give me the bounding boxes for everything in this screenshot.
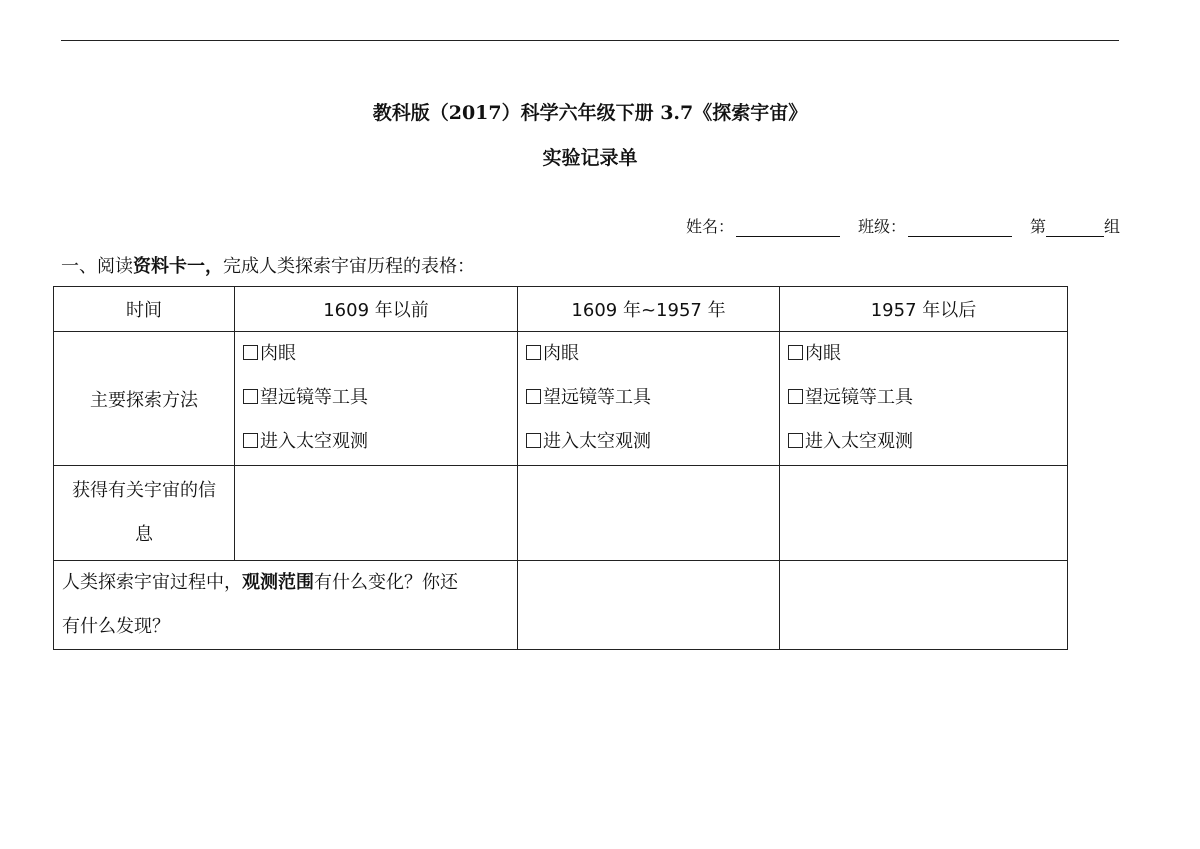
method-options-after-1957 [780, 332, 1068, 466]
name-label: 姓名： [685, 217, 734, 236]
checkbox-icon[interactable] [526, 389, 541, 404]
info-answer-after-1957[interactable] [780, 466, 1068, 561]
checkbox-icon[interactable] [243, 345, 258, 360]
header-row [54, 287, 1068, 332]
checkbox-icon[interactable] [243, 389, 258, 404]
question-answer-1[interactable] [518, 561, 780, 650]
document-subtitle: 实验记录单 [542, 147, 638, 169]
question-row [54, 561, 1068, 650]
info-answer-before-1609[interactable] [235, 466, 518, 561]
class-label: 班级： [857, 217, 906, 236]
document-title: 教科版（2017）科学六年级下册 3.7《探索宇宙》 [372, 102, 808, 124]
checkbox-icon[interactable] [526, 345, 541, 360]
question-answer-2[interactable] [780, 561, 1068, 650]
question-suffix: 有什么变化？你还 [314, 572, 458, 593]
method-row [54, 332, 1068, 466]
method-label: 主要探索方法 [54, 332, 235, 466]
checkbox-option[interactable]: 进入太空观测 [788, 420, 1067, 464]
record-table [53, 286, 1068, 650]
info-label-line2: 息 [135, 524, 153, 545]
instruction-suffix: 完成人类探索宇宙历程的表格： [223, 256, 475, 277]
instruction-bold: 资料卡一， [133, 256, 223, 277]
checkbox-option[interactable]: 进入太空观测 [526, 420, 779, 464]
info-label-line1: 获得有关宇宙的信 [72, 480, 216, 501]
info-label [54, 466, 235, 561]
class-blank[interactable] [908, 222, 1012, 237]
checkbox-option[interactable]: 进入太空观测 [243, 420, 517, 464]
checkbox-icon[interactable] [526, 433, 541, 448]
instruction-line [61, 252, 475, 278]
info-row [54, 466, 1068, 561]
checkbox-icon[interactable] [243, 433, 258, 448]
col-header-1609-1957: 1609 年~1957 年 [518, 287, 780, 332]
checkbox-icon[interactable] [788, 433, 803, 448]
checkbox-option[interactable]: 肉眼 [243, 332, 517, 376]
col-header-time: 时间 [54, 287, 235, 332]
checkbox-option[interactable]: 肉眼 [788, 332, 1067, 376]
checkbox-option[interactable]: 望远镜等工具 [243, 376, 517, 420]
student-info-line [670, 214, 1120, 237]
group-blank[interactable] [1046, 222, 1104, 237]
question-prefix: 人类探索宇宙过程中， [62, 572, 242, 593]
checkbox-icon[interactable] [788, 389, 803, 404]
col-header-after-1957: 1957 年以后 [780, 287, 1068, 332]
question-bold: 观测范围 [242, 572, 314, 593]
question-line2: 有什么发现？ [62, 616, 170, 637]
name-blank[interactable] [736, 222, 840, 237]
top-rule [61, 40, 1119, 41]
method-options-1609-1957 [518, 332, 780, 466]
group-prefix: 第 [1029, 217, 1046, 236]
method-options-before-1609 [235, 332, 518, 466]
checkbox-option[interactable]: 望远镜等工具 [788, 376, 1067, 420]
checkbox-option[interactable]: 肉眼 [526, 332, 779, 376]
col-header-before-1609: 1609 年以前 [235, 287, 518, 332]
checkbox-option[interactable]: 望远镜等工具 [526, 376, 779, 420]
info-answer-1609-1957[interactable] [518, 466, 780, 561]
question-cell [54, 561, 518, 650]
group-suffix: 组 [1103, 217, 1120, 236]
checkbox-icon[interactable] [788, 345, 803, 360]
instruction-prefix: 一、阅读 [61, 256, 133, 277]
